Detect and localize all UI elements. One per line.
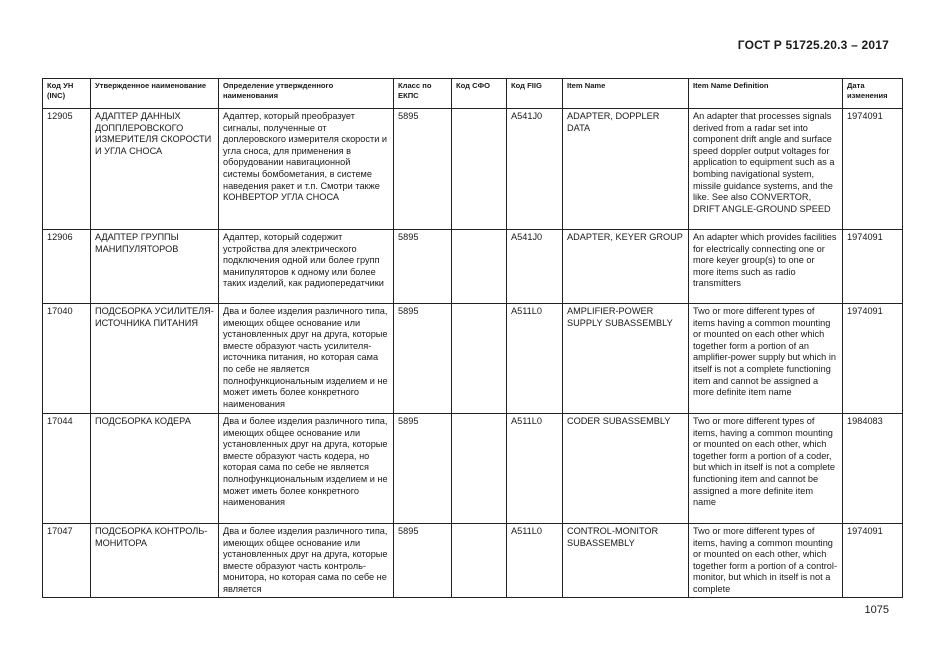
cell-class: 5895 (394, 524, 452, 598)
table-row (43, 109, 903, 230)
col-header-class: Класс по ЕКПС (394, 79, 452, 109)
cell-inc: 12905 (43, 109, 91, 230)
cell-date: 1984083 (843, 414, 903, 524)
cell-item-name: ADAPTER, DOPPLER DATA (563, 109, 689, 230)
cell-fiig: A511L0 (507, 304, 563, 414)
cell-sfo (452, 524, 507, 598)
cell-class: 5895 (394, 414, 452, 524)
col-header-definition-ru: Определение утвержденного наименования (219, 79, 394, 109)
col-header-item-definition: Item Name Definition (689, 79, 843, 109)
cell-definition-ru (219, 524, 394, 598)
col-header-item-name: Item Name (563, 79, 689, 109)
cell-inc: 17047 (43, 524, 91, 598)
cell-date: 1974091 (843, 524, 903, 598)
cell-class: 5895 (394, 304, 452, 414)
cell-definition-ru-text: Два и более изделия различного типа, имеющих общее основание или установленных друг на друга, которые вместе образуют часть контроль-монитора, но которая сама по себе не является (223, 526, 388, 594)
page-number: 1075 (864, 604, 889, 616)
cell-definition-ru: Адаптер, который преобразует сигналы, полученные от доплеровского измерителя скорости и угла сноса, для применения в оборудовании навигационной системы бомбометания, в системе наведения ракет и т.п. Смотри также КОНВЕРТОР УГЛА СНОСА (219, 109, 394, 230)
cell-inc: 17040 (43, 304, 91, 414)
col-header-date: Дата изменения (843, 79, 903, 109)
cell-inc: 12906 (43, 230, 91, 304)
cell-class: 5895 (394, 109, 452, 230)
cell-item-definition: Two or more different types of items, having a common mounting or mounted on each other, which together form a portion of a coder, but which in itself is not a complete functioning item and cannot be assigned a more definite item name (689, 414, 843, 524)
cell-fiig: A511L0 (507, 524, 563, 598)
cell-item-definition: Two or more different types of items having a common mounting or mounted on each other which together form a portion of an amplifier-power supply but which in itself is not a complete functioning item and cannot be assigned a more definite item name (689, 304, 843, 414)
cell-fiig: A511L0 (507, 414, 563, 524)
cell-item-name: ADAPTER, KEYER GROUP (563, 230, 689, 304)
cell-definition-ru: Адаптер, который содержит устройства для электрического подключения одной или более групп манипуляторов к одному или более таких изделий, как радиопередатчики (219, 230, 394, 304)
cell-fiig: A541J0 (507, 230, 563, 304)
cell-sfo (452, 230, 507, 304)
cell-name-ru: АДАПТЕР ДАННЫХ ДОППЛЕРОВСКОГО ИЗМЕРИТЕЛЯ СКОРОСТИ И УГЛА СНОСА (91, 109, 219, 230)
table-header-row (43, 79, 903, 109)
cell-item-definition: An adapter that processes signals derived from a radar set into component drift angle and surface speed doppler output voltages for application to equipment such as a bombing navigational system, missile guidance systems, and the like. See also CONVERTOR, DRIFT ANGLE-GROUND SPEED (689, 109, 843, 230)
cell-item-name: AMPLIFIER-POWER SUPPLY SUBASSEMBLY (563, 304, 689, 414)
col-header-sfo: Код СФО (452, 79, 507, 109)
cell-date: 1974091 (843, 230, 903, 304)
cell-item-definition: An adapter which provides facilities for electrically connecting one or more keyer group(s) to one or more items such as radio transmitters (689, 230, 843, 304)
cell-name-ru: ПОДСБОРКА КОНТРОЛЬ-МОНИТОРА (91, 524, 219, 598)
cell-date: 1974091 (843, 304, 903, 414)
cell-name-ru: ПОДСБОРКА УСИЛИТЕЛЯ-ИСТОЧНИКА ПИТАНИЯ (91, 304, 219, 414)
cell-definition-ru: Два и более изделия различного типа, имеющих общее основание или установленных друг на друга, которые вместе образуют часть кодера, но которая сама по себе не является полнофункциональным изделием и не может иметь более конкретного наименования (219, 414, 394, 524)
col-header-name-ru: Утвержденное наименование (91, 79, 219, 109)
table-row (43, 230, 903, 304)
table-row (43, 414, 903, 524)
item-names-table (42, 78, 903, 598)
document-header: ГОСТ Р 51725.20.3 – 2017 (737, 38, 889, 52)
cell-definition-ru: Два и более изделия различного типа, имеющих общее основание или установленных друг на друга, которые вместе образуют часть усилителя-источника питания, но которая сама по себе не является полнофункциональным изделием и не может иметь более конкретного наименования (219, 304, 394, 414)
cell-date: 1974091 (843, 109, 903, 230)
cell-inc: 17044 (43, 414, 91, 524)
cell-item-name: CONTROL-MONITOR SUBASSEMBLY (563, 524, 689, 598)
cell-sfo (452, 109, 507, 230)
cell-sfo (452, 304, 507, 414)
col-header-fiig: Код FIIG (507, 79, 563, 109)
cell-fiig: A541J0 (507, 109, 563, 230)
cell-item-definition (689, 524, 843, 598)
cell-class: 5895 (394, 230, 452, 304)
cell-name-ru: АДАПТЕР ГРУППЫ МАНИПУЛЯТОРОВ (91, 230, 219, 304)
table-row (43, 304, 903, 414)
col-header-inc: Код УН (INC) (43, 79, 91, 109)
cell-item-definition-text: Two or more different types of items, having a common mounting or mounted on each other, which together form a portion of a control-monitor, but which in itself is not a complete (693, 526, 838, 594)
cell-item-name: CODER SUBASSEMBLY (563, 414, 689, 524)
cell-sfo (452, 414, 507, 524)
cell-name-ru: ПОДСБОРКА КОДЕРА (91, 414, 219, 524)
table-row (43, 524, 903, 598)
